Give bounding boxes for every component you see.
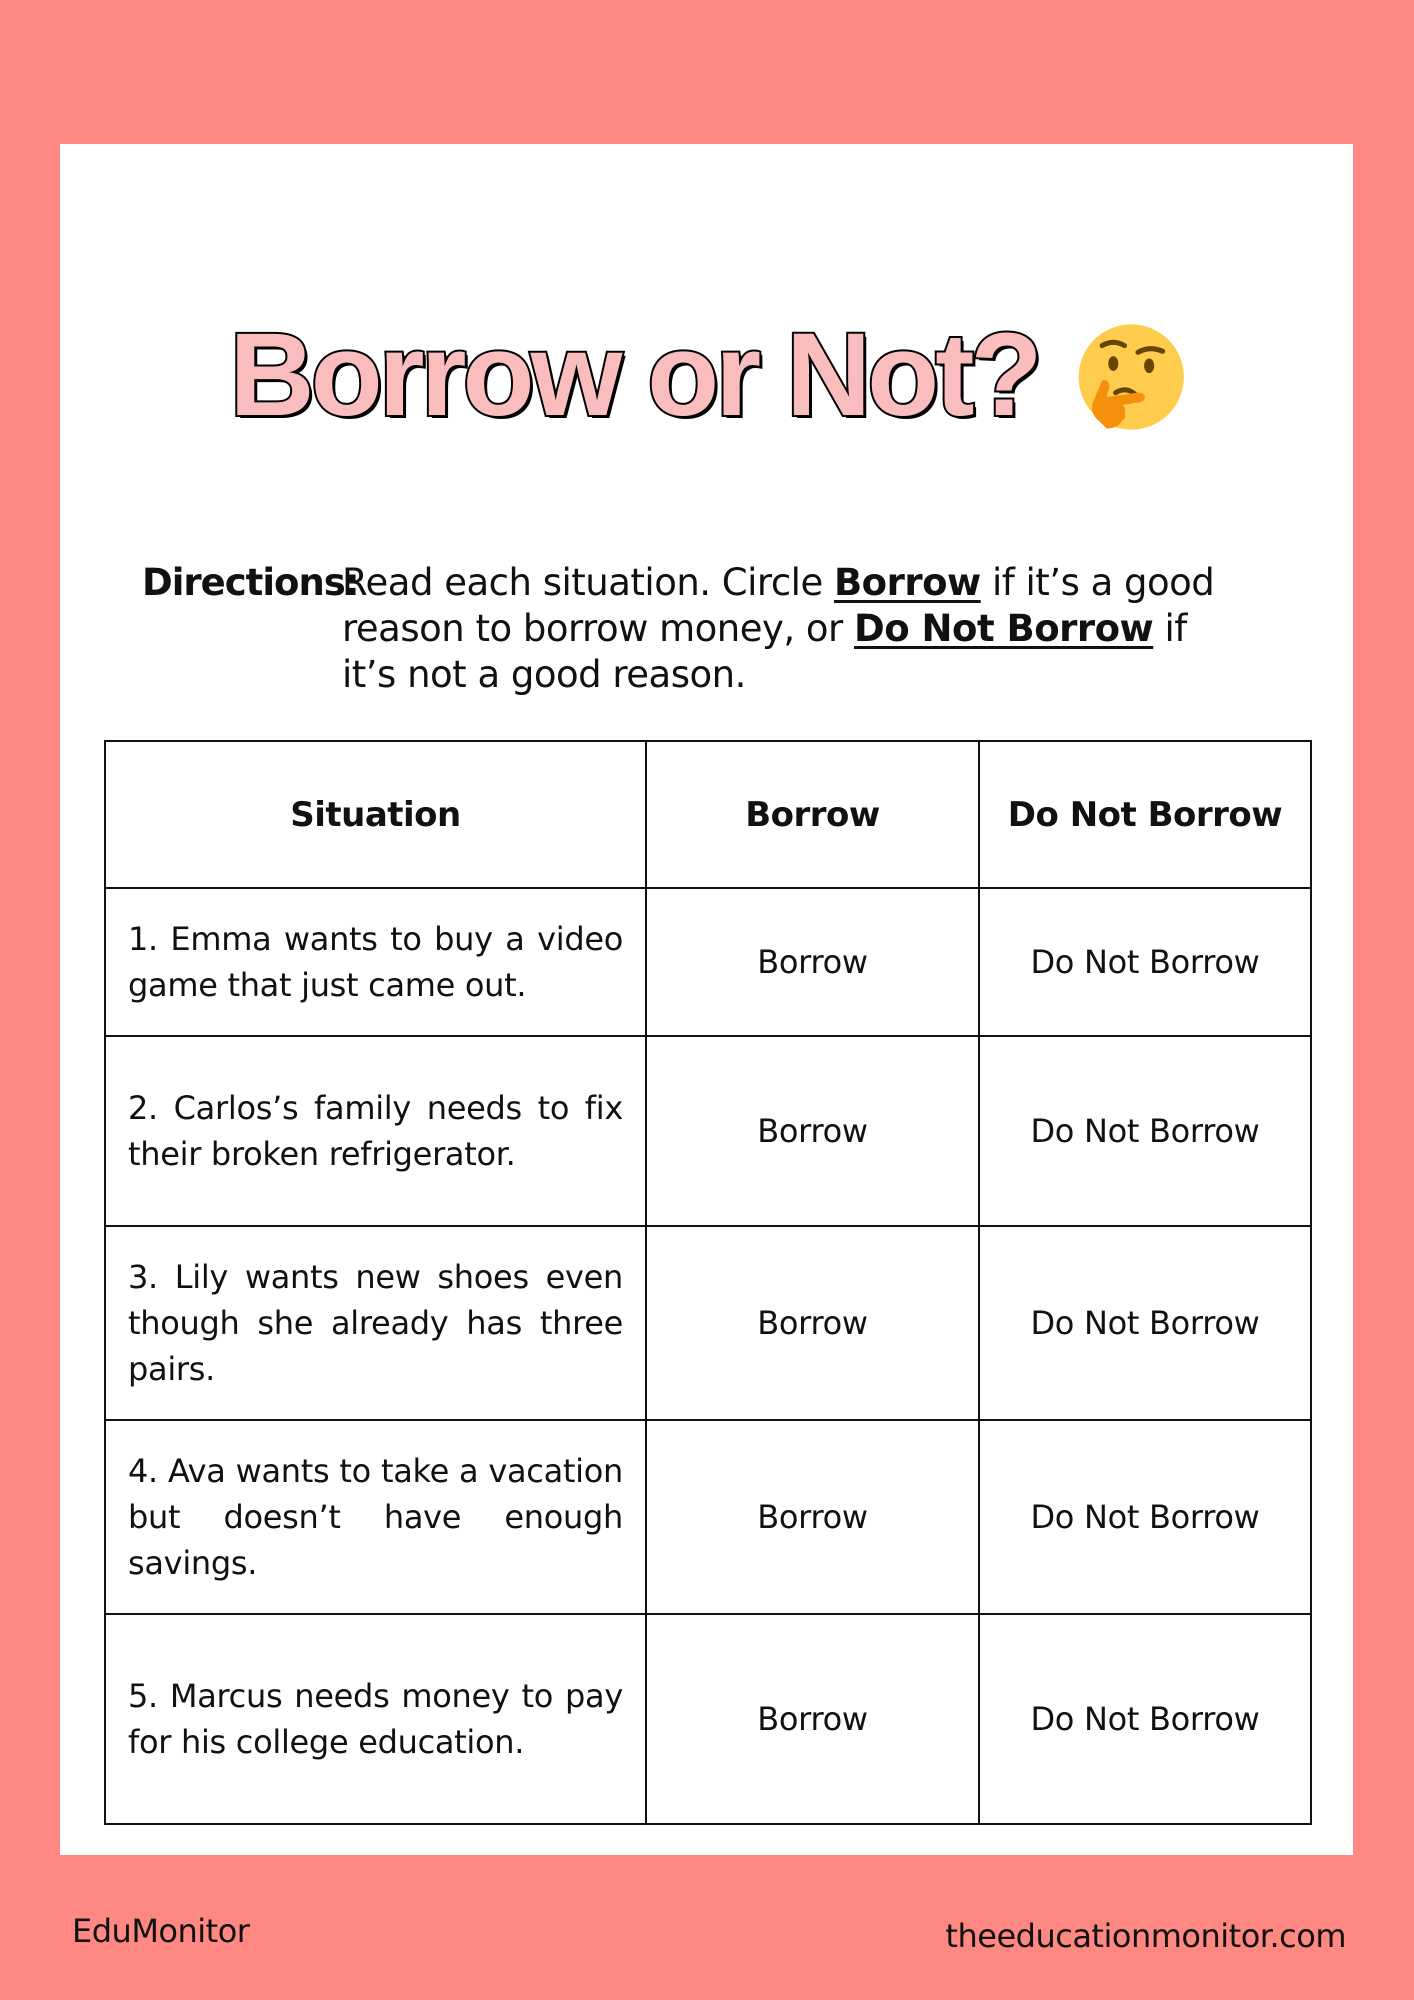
- table-row: [105, 888, 1311, 1036]
- borrow-option[interactable]: Borrow: [646, 1036, 979, 1226]
- situation-cell: 2. Carlos’s family needs to fix their broken refrigerator.: [105, 1036, 646, 1226]
- table-row: [105, 1226, 1311, 1420]
- situation-cell: 5. Marcus needs money to pay for his college education.: [105, 1614, 646, 1824]
- do-not-borrow-option[interactable]: Do Not Borrow: [979, 1420, 1311, 1614]
- do-not-borrow-option[interactable]: Do Not Borrow: [979, 1036, 1311, 1226]
- table-row: [105, 1420, 1311, 1614]
- situation-cell: 3. Lily wants new shoes even though she already has three pairs.: [105, 1226, 646, 1420]
- header-do-not-borrow: Do Not Borrow: [979, 741, 1311, 888]
- situation-cell: 1. Emma wants to buy a video game that just came out.: [105, 888, 646, 1036]
- table-row: [105, 1036, 1311, 1226]
- do-not-borrow-option[interactable]: Do Not Borrow: [979, 1226, 1311, 1420]
- directions-do-not-borrow-option: Do Not Borrow: [854, 607, 1154, 650]
- footer-brand: EduMonitor: [72, 1912, 250, 1950]
- borrow-option[interactable]: Borrow: [646, 1614, 979, 1824]
- directions-borrow-option: Borrow: [833, 561, 981, 604]
- table-row: [105, 1614, 1311, 1824]
- footer-website: theeducationmonitor.com: [945, 1917, 1346, 1955]
- directions-text-part: if it’s a good reason to borrow money, or: [342, 561, 1215, 650]
- borrow-option[interactable]: Borrow: [646, 888, 979, 1036]
- directions-text-part: if it’s not a good reason.: [342, 607, 1187, 696]
- header-situation: Situation: [105, 741, 646, 888]
- header-borrow: Borrow: [646, 741, 979, 888]
- situation-cell: 4. Ava wants to take a vacation but doesn’t have enough savings.: [105, 1420, 646, 1614]
- directions: [142, 560, 1242, 698]
- directions-text-part: Read each situation. Circle: [342, 561, 834, 604]
- borrow-option[interactable]: Borrow: [646, 1420, 979, 1614]
- thinking-face-icon: [1073, 321, 1185, 433]
- directions-text: [342, 560, 1242, 698]
- situations-table: [104, 740, 1312, 1825]
- do-not-borrow-option[interactable]: Do Not Borrow: [979, 888, 1311, 1036]
- table-header-row: [105, 741, 1311, 888]
- title-row: [0, 300, 1414, 450]
- do-not-borrow-option[interactable]: Do Not Borrow: [979, 1614, 1311, 1824]
- directions-label: Directions:: [142, 561, 359, 604]
- page-title: Borrow or Not?: [229, 309, 1039, 441]
- borrow-option[interactable]: Borrow: [646, 1226, 979, 1420]
